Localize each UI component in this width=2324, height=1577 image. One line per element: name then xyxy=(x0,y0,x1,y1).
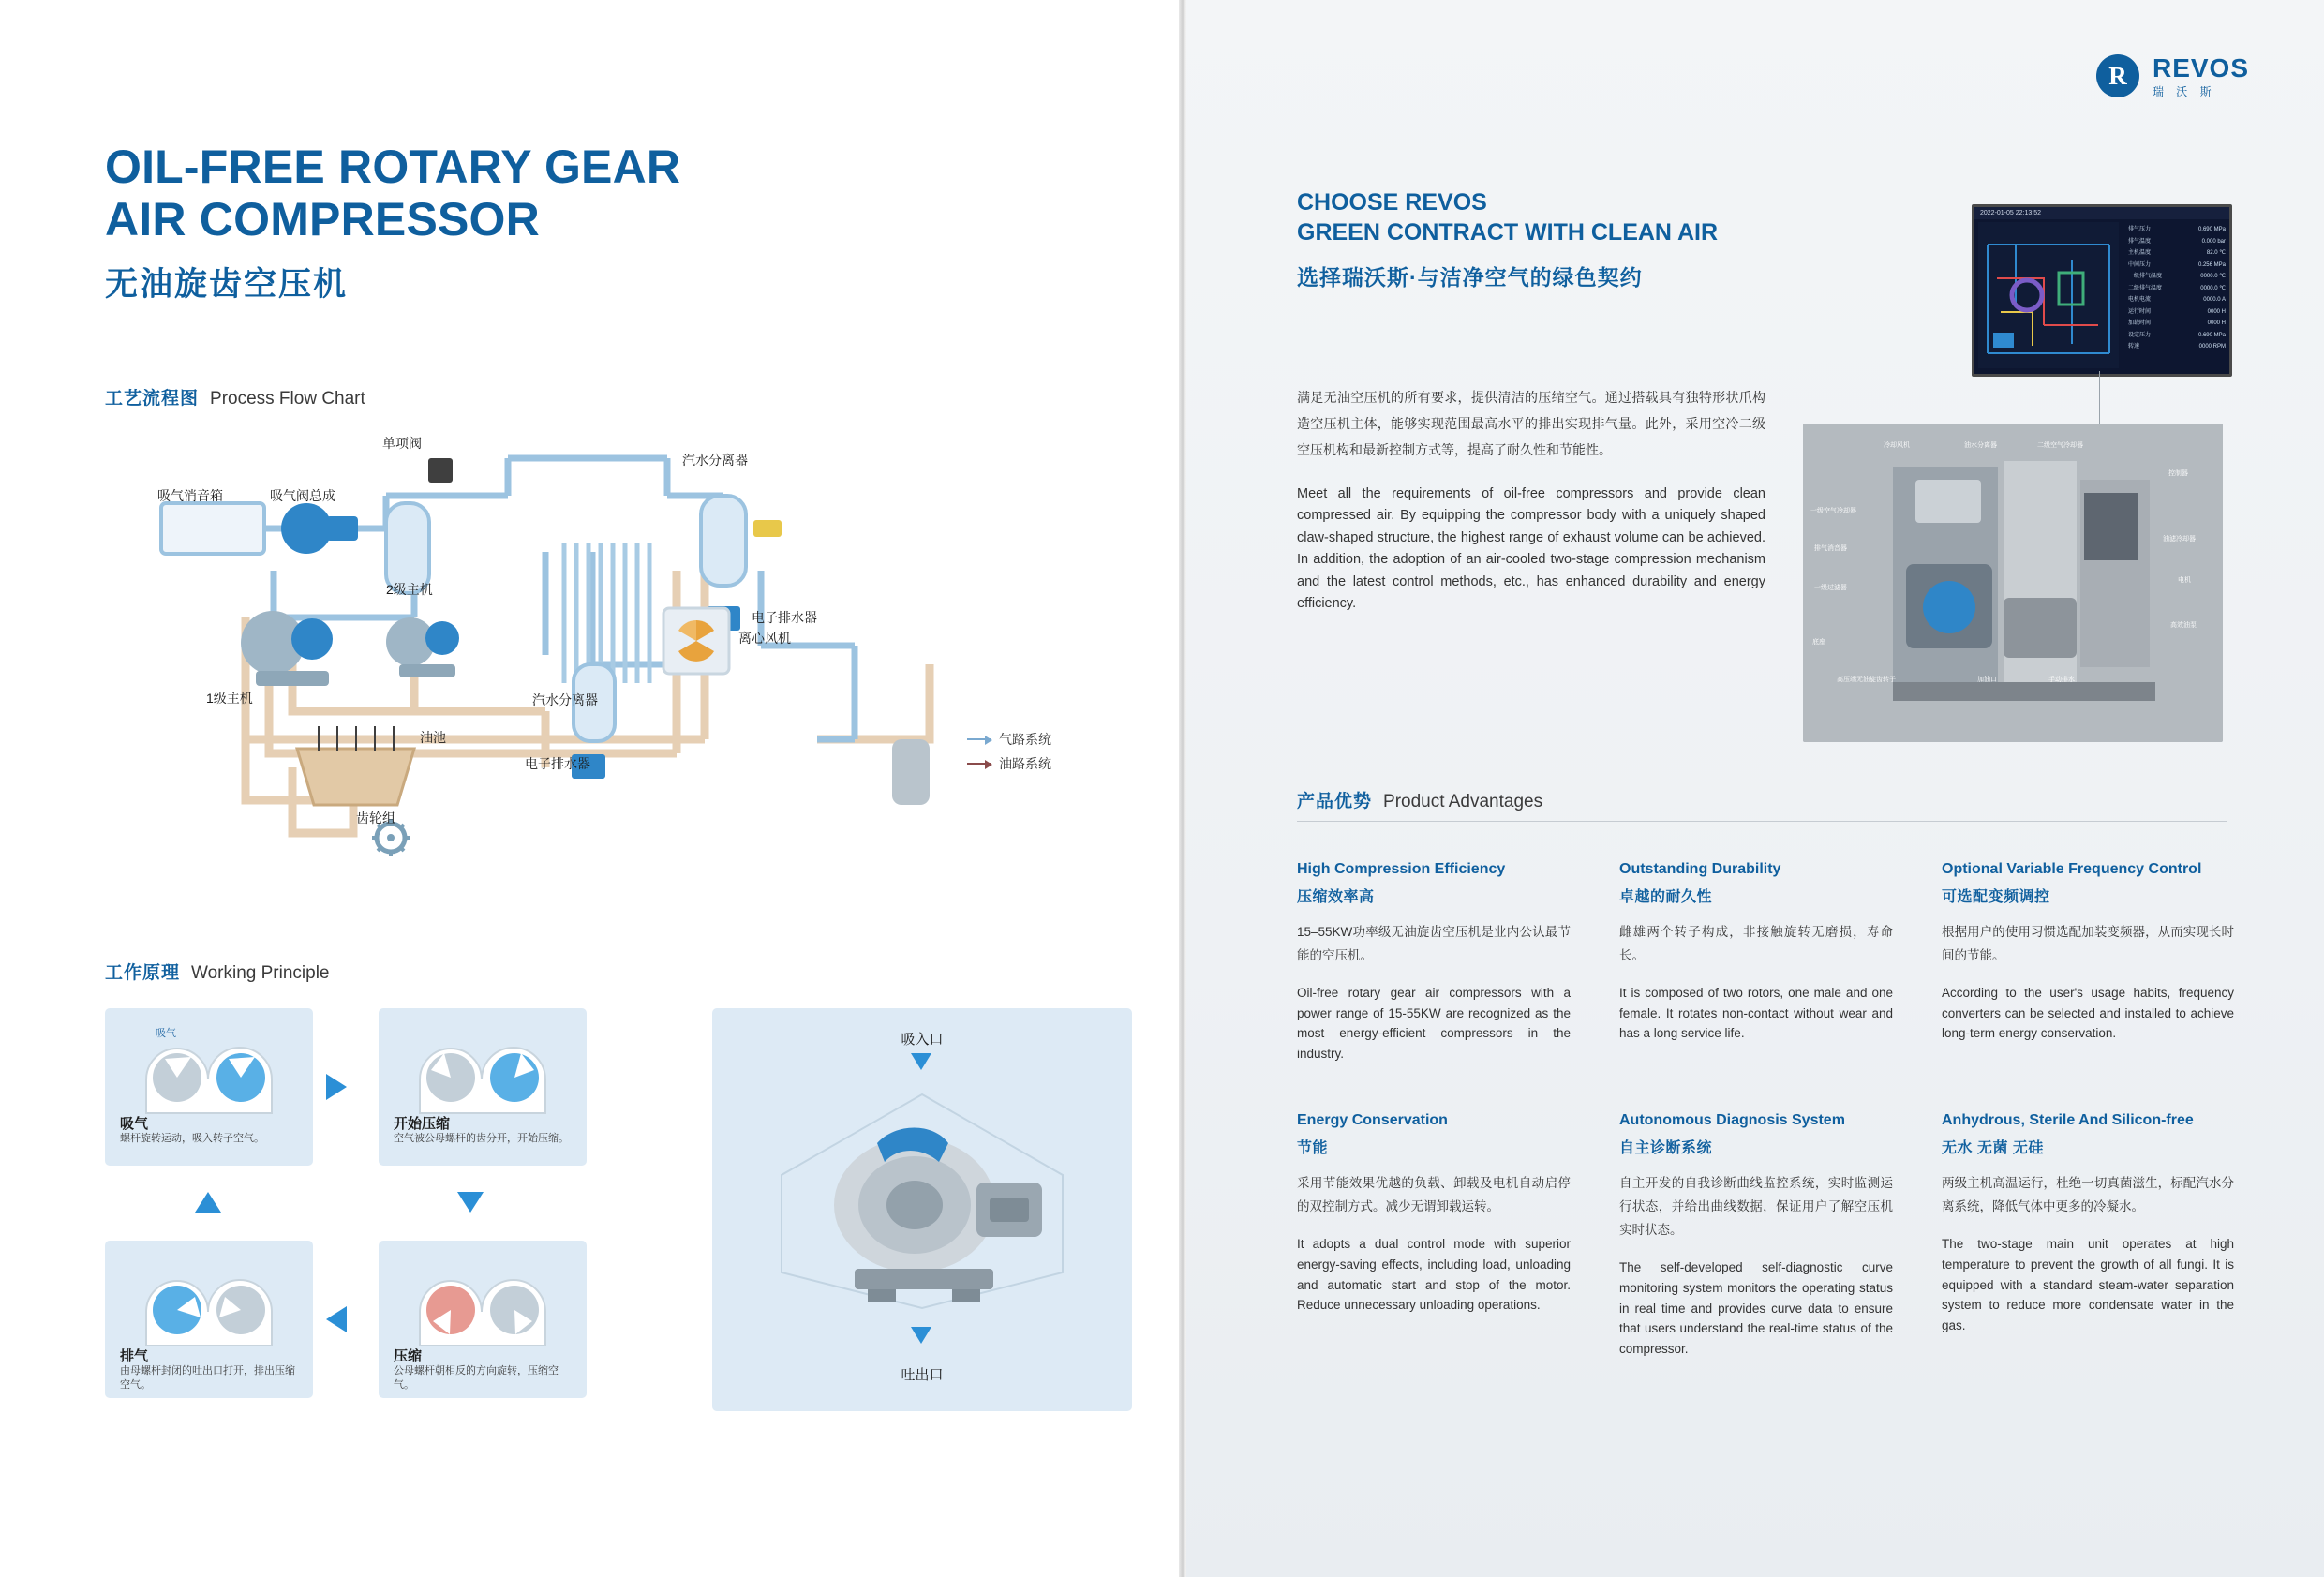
principle-card-4-desc: 由母螺杆封闭的吐出口打开，排出压缩空气。 xyxy=(120,1365,295,1391)
flow-arrow-right-1 xyxy=(326,1074,347,1100)
advantage-desc-cn: 根据用户的使用习惯选配加装变频器，从而实现长时间的节能。 xyxy=(1942,924,2234,962)
hmi-row-label: 电机电流 xyxy=(2128,297,2152,303)
product-advantages-heading xyxy=(1297,787,1542,812)
legend-item-oil xyxy=(967,754,1051,773)
advantage-item-6 xyxy=(1942,1111,2234,1360)
rotor-profile-icon xyxy=(139,1044,279,1115)
principle-card-1-desc: 螺杆旋转运动，吸入转子空气。 xyxy=(120,1133,264,1144)
working-principle-heading-en: Working Principle xyxy=(191,963,330,983)
flow-label-gear-set: 齿轮组 xyxy=(356,811,395,826)
flow-arrow-left-1 xyxy=(326,1306,347,1332)
title-cn: 无油旋齿空压机 xyxy=(105,266,349,303)
intro-paragraph-cn: 满足无油空压机的所有要求，提供清洁的压缩空气。通过搭载具有独特形状爪构造空压机主体，能够实现范围最高水平的排出实现排气量。此外，采用空冷二级空压机构和最新控制方式等，提高了耐久性和节能性。 xyxy=(1297,390,1765,457)
advantages-divider xyxy=(1297,821,2227,822)
advantage-item-5 xyxy=(1619,1111,1893,1360)
hmi-row-value: 82.0 ℃ xyxy=(2206,250,2226,256)
hmi-row xyxy=(2128,247,2226,260)
working-principle-diagram xyxy=(105,1008,1061,1458)
hmi-row xyxy=(2128,318,2226,330)
machine-label-11: 加油口 xyxy=(1977,677,1997,683)
hmi-row-value: 0000.0 ℃ xyxy=(2200,285,2226,291)
machine-label-3: 控制器 xyxy=(2168,470,2188,477)
logo-name-cn: 瑞 沃 斯 xyxy=(2152,84,2216,98)
principle-card-4-title: 排气 xyxy=(120,1348,149,1364)
advantage-desc-en: Oil-free rotary gear air compressors with a power range of 15-55KW are recognized as the most energy-efficient compressors in the industry. xyxy=(1297,985,1571,1062)
advantage-title-cn: 节能 xyxy=(1297,1139,1329,1156)
hmi-row-value: 0.256 MPa xyxy=(2197,261,2226,268)
compressor-photo-panel xyxy=(712,1008,1132,1411)
hmi-row xyxy=(2128,224,2226,236)
logo-mark-icon: R xyxy=(2096,54,2139,97)
hmi-row-value: 0000 H xyxy=(2207,308,2226,315)
advantage-title-en: High Compression Efficiency xyxy=(1297,861,1506,877)
flow-label-intake-silencer: 吸气消音箱 xyxy=(157,488,223,503)
hmi-timestamp: 2022-01-05 22:13:52 xyxy=(1974,207,2229,219)
advantage-title-cn: 卓越的耐久性 xyxy=(1619,888,1713,905)
advantages-heading-cn: 产品优势 xyxy=(1297,792,1373,811)
hmi-row-value: 0000 H xyxy=(2207,320,2226,326)
logo-wordmark xyxy=(2152,52,2249,98)
advantage-title-cn: 自主诊断系统 xyxy=(1619,1139,1713,1156)
principle-card-3-title: 压缩 xyxy=(394,1348,423,1364)
choose-heading-cn: 选择瑞沃斯·与洁净空气的绿色契约 xyxy=(1297,265,1643,290)
process-flow-diagram xyxy=(105,430,1061,880)
advantage-item-4 xyxy=(1297,1111,1571,1360)
advantage-desc-en: It adopts a dual control mode with superior energy-saving effects, including load, unloading and automatic start and stop of the motor. Reduce unnecessary unloading operations. xyxy=(1297,1236,1571,1313)
advantage-desc-en: It is composed of two rotors, one male and one female. It rotates non-contact without wear and has a long service life. xyxy=(1619,985,1893,1041)
title-en-line2: AIR COMPRESSOR xyxy=(105,193,540,245)
flow-label-drain-right: 电子排水器 xyxy=(752,610,817,625)
intro-paragraph-en: Meet all the requirements of oil-free compressors and provide clean compressed air. By equipping the compressor body with a uniquely shaped claw-shaped structure, the highest range of exhaust volume can be achieved. In addition, the adoption of an air-cooled two-stage compression mechanism and the latest control methods, etc., has enhanced durability and energy efficiency. xyxy=(1297,486,1765,612)
advantage-title-en: Autonomous Diagnosis System xyxy=(1619,1112,1845,1129)
title-en-line1: OIL-FREE ROTARY GEAR xyxy=(105,141,681,193)
legend-item-air xyxy=(967,730,1051,749)
advantages-heading-en: Product Advantages xyxy=(1383,792,1543,811)
advantage-title-cn: 无水 无菌 无硅 xyxy=(1942,1139,2044,1156)
advantage-item-2 xyxy=(1619,860,1893,1064)
hmi-row xyxy=(2128,236,2226,248)
logo-name-en: REVOS xyxy=(2152,52,2249,82)
hmi-screen xyxy=(1972,204,2232,377)
principle-card-2-title: 开始压缩 xyxy=(394,1116,451,1132)
callout-leader-line xyxy=(2099,371,2100,429)
hmi-row-value: 0000.0 A xyxy=(2203,297,2226,303)
machine-label-10: 高压端无油旋齿转子 xyxy=(1837,677,1896,683)
choose-heading-en-line2: GREEN CONTRACT WITH CLEAN AIR xyxy=(1297,219,1719,245)
arrow-icon xyxy=(967,738,991,740)
machine-label-12: 手动排水 xyxy=(2048,677,2075,683)
machine-label-6: 油滤冷却器 xyxy=(2163,536,2196,543)
hmi-readout-list xyxy=(2128,224,2226,353)
hmi-row xyxy=(2128,271,2226,283)
hmi-row-label: 加载时间 xyxy=(2128,320,2152,326)
advantage-title-en: Optional Variable Frequency Control xyxy=(1942,861,2202,877)
outlet-arrow-icon xyxy=(911,1327,931,1344)
flow-label-separator-top: 汽水分离器 xyxy=(682,453,748,468)
working-principle-heading-cn: 工作原理 xyxy=(105,963,181,983)
hmi-row-label: 排气压力 xyxy=(2128,227,2152,232)
advantage-desc-en: The self-developed self-diagnostic curve monitoring system monitors the operating status in real time and provides curve data to ensure that users understand the real-time status of the compressor. xyxy=(1619,1259,1893,1357)
advantage-desc-cn: 采用节能效果优越的负载、卸载及电机自动启停的双控制方式。减少无谓卸载运转。 xyxy=(1297,1175,1571,1213)
compressor-unit-illustration xyxy=(765,1085,1080,1316)
advantage-desc-cn: 自主开发的自我诊断曲线监控系统，实时监测运行状态，并给出曲线数据，保证用户了解空压机实时状态。 xyxy=(1619,1175,1893,1237)
flow-arrow-up-1 xyxy=(195,1192,221,1213)
advantage-desc-en: According to the user's usage habits, frequency converters can be selected and installed to achieve long-term energy conservation. xyxy=(1942,985,2234,1041)
hmi-schematic xyxy=(1978,222,2119,368)
hmi-row xyxy=(2128,260,2226,272)
principle-card-4 xyxy=(105,1241,313,1398)
hmi-row xyxy=(2128,341,2226,353)
working-principle-heading xyxy=(105,959,1080,984)
inlet-arrow-icon xyxy=(911,1053,931,1070)
flow-label-drain-middle: 电子排水器 xyxy=(525,756,590,771)
hmi-row xyxy=(2128,294,2226,306)
process-flow-heading xyxy=(105,384,1080,409)
intro-paragraphs xyxy=(1297,384,1765,616)
hmi-row-label: 主机温度 xyxy=(2128,250,2152,256)
principle-card-1 xyxy=(105,1008,313,1166)
advantages-grid xyxy=(1297,860,2234,1360)
flow-diagram-svg xyxy=(105,430,1061,880)
principle-card-2 xyxy=(379,1008,587,1166)
principle-card-3-desc: 公母螺杆朝相反的方向旋转，压缩空气。 xyxy=(394,1365,559,1391)
machine-label-13: 底座 xyxy=(1812,639,1825,646)
flow-label-check-valve: 单项阀 xyxy=(382,436,422,451)
hmi-row xyxy=(2128,330,2226,342)
machine-label-4: 一级空气冷却器 xyxy=(1810,508,1856,514)
advantage-title-en: Anhydrous, Sterile And Silicon-free xyxy=(1942,1112,2194,1129)
rotor-profile-icon xyxy=(412,1044,553,1115)
principle-card-3 xyxy=(379,1241,587,1398)
flow-label-oil-sump: 油池 xyxy=(420,730,446,745)
hmi-row xyxy=(2128,283,2226,295)
flow-label-centrifugal-fan: 离心风机 xyxy=(738,631,791,646)
hmi-row-value: 0.690 MPa xyxy=(2197,227,2226,232)
arrow-icon xyxy=(967,763,991,765)
hmi-row-label: 一级排气温度 xyxy=(2128,274,2163,279)
legend-label-air: 气路系统 xyxy=(999,732,1051,747)
rotor-profile-icon xyxy=(412,1276,553,1347)
page-divider xyxy=(1179,0,1186,1577)
machine-label-9: 高效油泵 xyxy=(2170,622,2197,629)
advantage-title-cn: 可选配变频调控 xyxy=(1942,888,2050,905)
photo-label-outlet: 吐出口 xyxy=(901,1367,944,1383)
brand-logo xyxy=(2096,54,2249,97)
machine-cutaway-photo xyxy=(1803,424,2223,742)
machine-label-0: 冷却风机 xyxy=(1884,442,1910,449)
machine-label-1: 油水分离器 xyxy=(1964,442,1997,449)
choose-revos-heading xyxy=(1297,187,1784,291)
advantage-title-en: Outstanding Durability xyxy=(1619,861,1781,877)
choose-heading-en-line1: CHOOSE REVOS xyxy=(1297,189,1487,216)
hmi-row xyxy=(2128,306,2226,319)
hmi-row-value: 0000 RPM xyxy=(2198,344,2226,350)
hmi-row-label: 二级排气温度 xyxy=(2128,285,2163,291)
flow-label-stage2: 2级主机 xyxy=(386,582,433,597)
machine-illustration xyxy=(1803,424,2223,742)
advantage-item-3 xyxy=(1942,860,2234,1064)
photo-label-inlet: 吸入口 xyxy=(901,1032,944,1048)
process-flow-heading-en: Process Flow Chart xyxy=(210,389,365,409)
flow-label-separator-middle: 汽水分离器 xyxy=(532,692,598,707)
machine-label-5: 排气消音器 xyxy=(1814,545,1847,552)
advantage-desc-en: The two-stage main unit operates at high temperature to prevent the growth of all fungi. It is equipped with a standard steam-water separation system to reduce more condensate water in the gas. xyxy=(1942,1236,2234,1333)
advantage-title-cn: 压缩效率高 xyxy=(1297,888,1375,905)
hmi-row-label: 中间压力 xyxy=(2128,261,2152,268)
advantage-desc-cn: 雌雄两个转子构成，非接触旋转无磨损，寿命长。 xyxy=(1619,924,1893,962)
legend-label-oil: 油路系统 xyxy=(999,756,1051,771)
principle-card-1-title: 吸气 xyxy=(120,1116,149,1132)
principle-card-2-desc: 空气被公母螺杆的齿分开，开始压缩。 xyxy=(394,1133,569,1144)
advantage-desc-cn: 两级主机高温运行，杜绝一切真菌滋生，标配汽水分离系统，降低气体中更多的冷凝水。 xyxy=(1942,1175,2234,1213)
advantage-desc-cn: 15–55KW功率级无油旋齿空压机是业内公认最节能的空压机。 xyxy=(1297,924,1571,962)
hmi-row-label: 设定压力 xyxy=(2128,332,2152,338)
rotor-profile-icon xyxy=(139,1276,279,1347)
flow-arrow-down-1 xyxy=(457,1192,484,1213)
advantage-title-en: Energy Conservation xyxy=(1297,1112,1448,1129)
machine-label-7: 一级过滤器 xyxy=(1814,585,1847,591)
flow-label-intake-valve: 吸气阀总成 xyxy=(270,488,335,503)
machine-label-2: 二级空气冷却器 xyxy=(2037,442,2083,449)
flow-legend xyxy=(967,730,1051,779)
hmi-row-value: 0000.0 ℃ xyxy=(2200,274,2226,279)
advantage-item-1 xyxy=(1297,860,1571,1064)
hmi-row-value: 0.690 MPa xyxy=(2197,332,2226,338)
hmi-row-label: 转速 xyxy=(2128,344,2140,350)
principle-card-1-tag: 吸气 xyxy=(156,1028,176,1039)
process-flow-heading-cn: 工艺流程图 xyxy=(105,389,200,409)
page-title xyxy=(105,141,1080,305)
machine-label-8: 电机 xyxy=(2178,577,2191,584)
flow-label-stage1: 1级主机 xyxy=(206,691,253,706)
hmi-row-label: 运行时间 xyxy=(2128,308,2152,315)
hmi-row-value: 0.000 bar xyxy=(2201,238,2226,245)
hmi-row-label: 排气温度 xyxy=(2128,238,2152,245)
